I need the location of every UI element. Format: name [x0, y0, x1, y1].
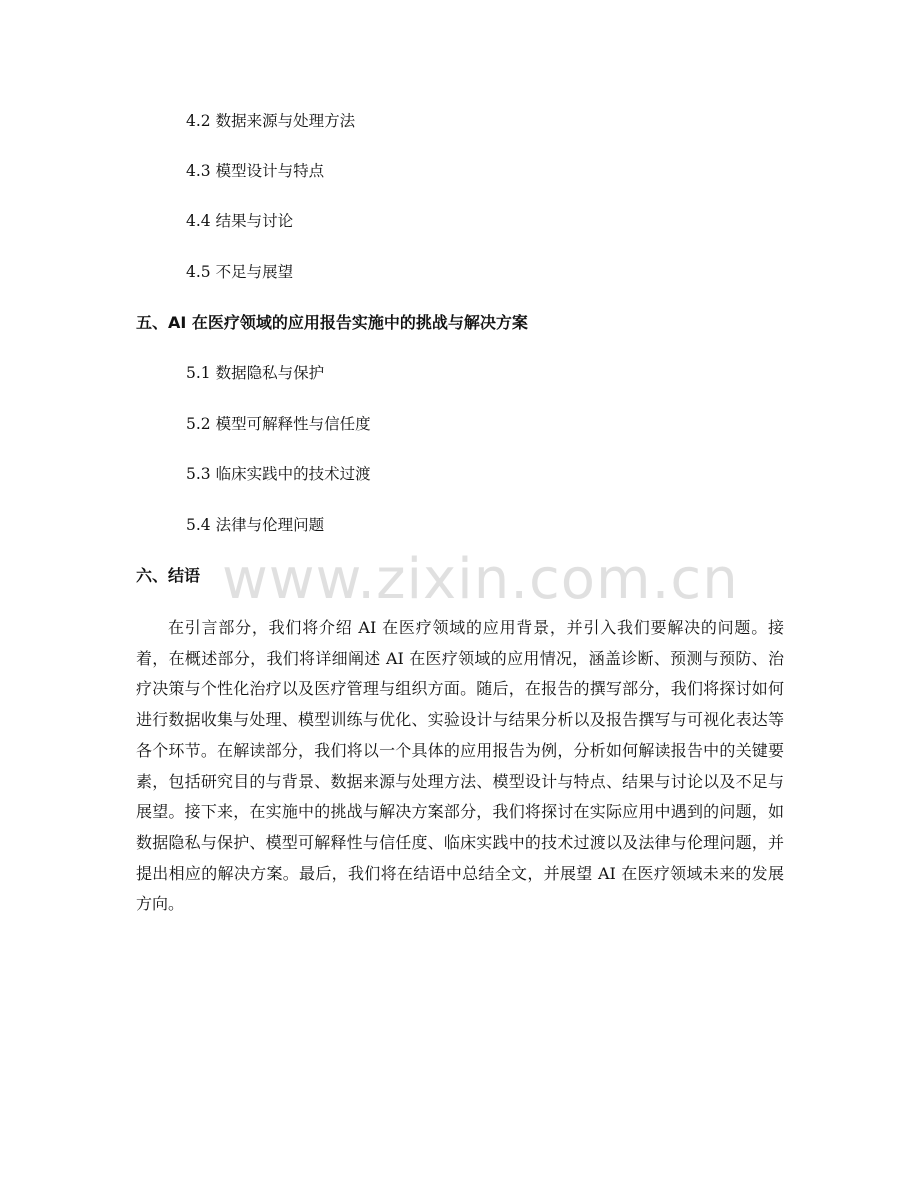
toc-item-5-2: 5.2 模型可解释性与信任度 — [186, 415, 371, 433]
toc-item-5-1: 5.1 数据隐私与保护 — [186, 364, 325, 382]
toc-item-4-4: 4.4 结果与讨论 — [186, 212, 294, 230]
toc-item-5-3: 5.3 临床实践中的技术过渡 — [186, 465, 371, 483]
toc-item-4-5: 4.5 不足与展望 — [186, 263, 294, 281]
toc-item-4-3: 4.3 模型设计与特点 — [186, 162, 325, 180]
section-5-heading: 五、AI 在医疗领域的应用报告实施中的挑战与解决方案 — [136, 313, 528, 332]
toc-item-5-4: 5.4 法律与伦理问题 — [186, 516, 325, 534]
toc-item-4-2: 4.2 数据来源与处理方法 — [186, 112, 356, 130]
section-6-heading: 六、结语 — [136, 566, 201, 585]
watermark: www.zixin.com.cn — [222, 547, 739, 612]
conclusion-paragraph: 在引言部分，我们将介绍 AI 在医疗领域的应用背景，并引入我们要解决的问题。接着，在概述部分，我们将详细阐述 AI 在医疗领域的应用情况，涵盖诊断、预测与预防、治疗决策与个性化治疗以及医疗管理与组织方面。随后，在报告的撰写部分，我们将探讨如何进行数据收集与处理、模型训练与优化、实验设计与结果分析以及报告撰写与可视化表达等各个环节。在解读部分，我们将以一个具体的应用报告为例，分析如何解读报告中的关键要素，包括研究目的与背景、数据来源与处理方法、模型设计与特点、结果与讨论以及不足与展望。接下来，在实施中的挑战与解决方案部分，我们将探讨在实际应用中遇到的问题，如数据隐私与保护、模型可解释性与信任度、临床实践中的技术过渡以及法律与伦理问题，并提出相应的解决方案。最后，我们将在结语中总结全文，并展望 AI 在医疗领域未来的发展方向。 — [136, 618, 784, 914]
